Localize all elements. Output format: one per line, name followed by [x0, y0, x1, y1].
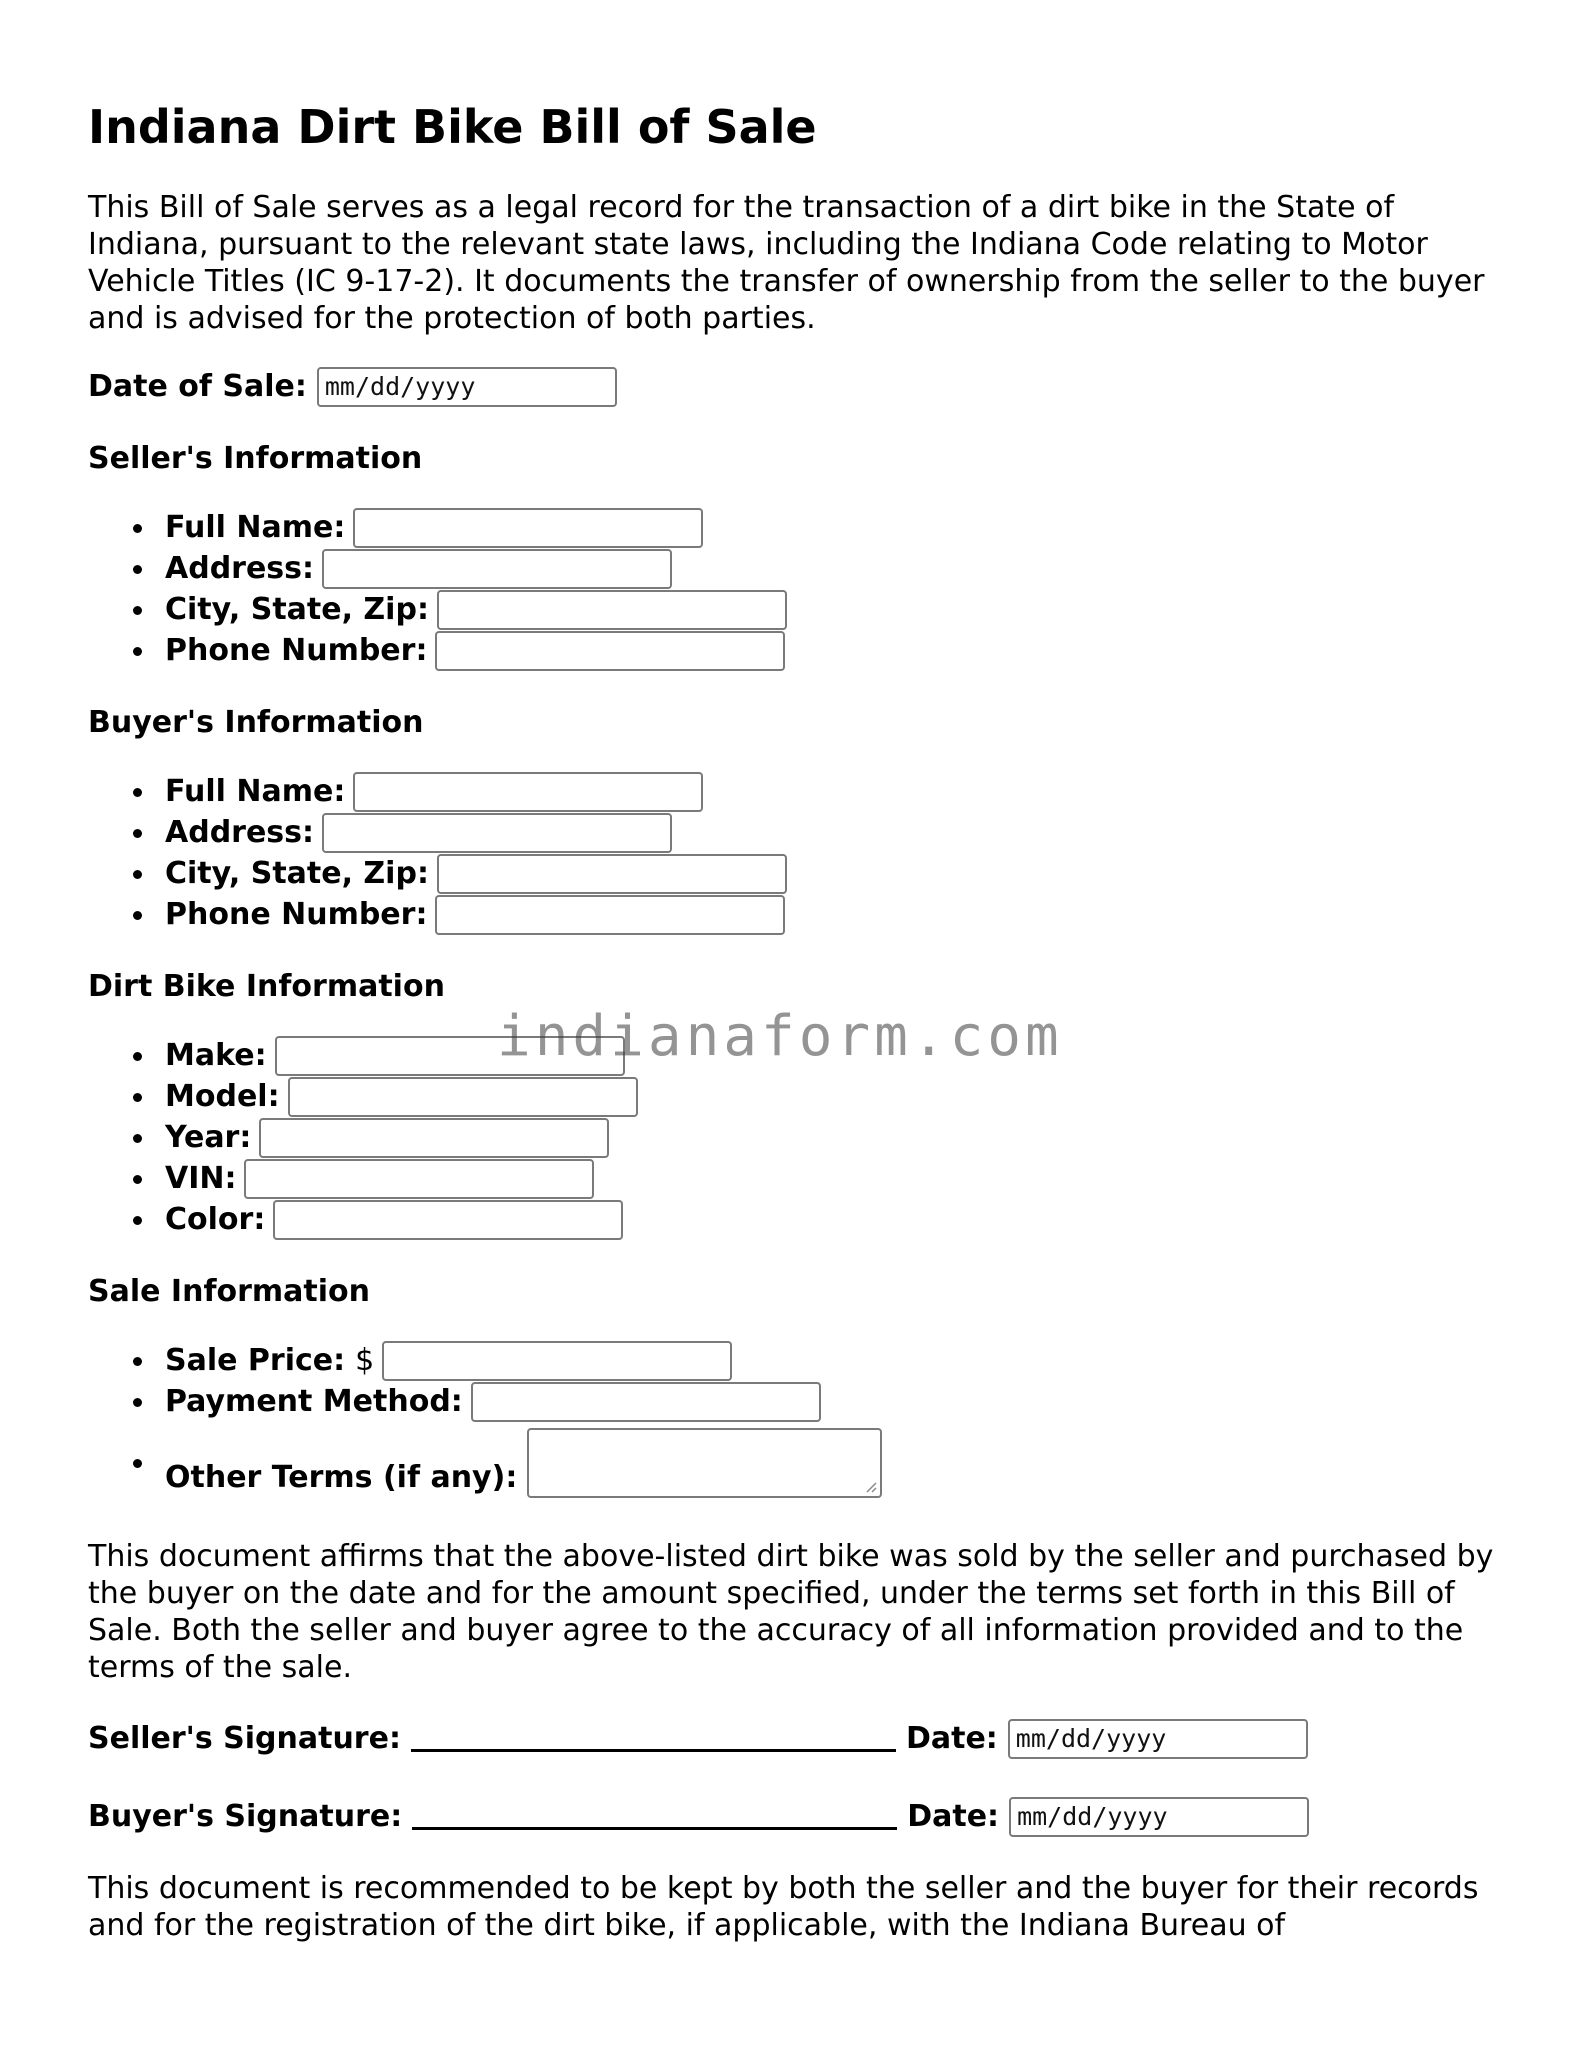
- seller-address-input[interactable]: [322, 549, 672, 589]
- buyer-address-label: Address:: [165, 815, 315, 851]
- buyer-phone-input[interactable]: [435, 895, 785, 935]
- buyer-full-name-input[interactable]: [353, 772, 703, 812]
- seller-date-label: Date:: [905, 1721, 998, 1757]
- bike-model-label: Model:: [165, 1079, 280, 1115]
- seller-signature-row: [88, 1716, 1508, 1762]
- list-item: [165, 1340, 1508, 1381]
- list-item: [165, 812, 1508, 853]
- payment-method-label: Payment Method:: [165, 1384, 463, 1420]
- date-of-sale-input[interactable]: mm/dd/yyyy: [317, 367, 617, 407]
- seller-phone-label: Phone Number:: [165, 633, 428, 669]
- bike-model-input[interactable]: [288, 1077, 638, 1117]
- page-title: Indiana Dirt Bike Bill of Sale: [88, 100, 817, 154]
- affirmation-paragraph: This document affirms that the above-listed dirt bike was sold by the seller and purchased by the buyer on the date and for the amount specified, under the terms set forth in this Bill of Sale. Both the seller and buyer agree to the accuracy of all information provided and to the terms of the sale.: [88, 1539, 1494, 1686]
- buyer-city-state-zip-input[interactable]: [437, 854, 787, 894]
- list-item: [165, 771, 1508, 812]
- buyer-phone-label: Phone Number:: [165, 897, 428, 933]
- bike-year-label: Year:: [165, 1120, 252, 1156]
- buyer-fields: [88, 771, 1508, 935]
- bike-color-input[interactable]: [273, 1200, 623, 1240]
- resize-grip-icon[interactable]: [865, 1481, 877, 1493]
- buyer-date-input[interactable]: mm/dd/yyyy: [1009, 1797, 1309, 1837]
- bike-heading: Dirt Bike Information: [88, 969, 445, 1005]
- list-item: [165, 630, 1508, 671]
- sale-price-label: Sale Price:: [165, 1343, 346, 1379]
- intro-paragraph: This Bill of Sale serves as a legal record for the transaction of a dirt bike in the State of Indiana, pursuant to the relevant state laws, including the Indiana Code relating to Motor Vehicle Titles (IC 9-17-2). It documents the transfer of ownership from the seller to the buyer and is advised for the protection of both parties.: [88, 190, 1485, 337]
- bike-year-input[interactable]: [259, 1118, 609, 1158]
- list-item: [165, 507, 1508, 548]
- bike-make-label: Make:: [165, 1038, 267, 1074]
- list-item: [165, 1076, 1508, 1117]
- seller-phone-input[interactable]: [435, 631, 785, 671]
- list-item: [165, 853, 1508, 894]
- currency-symbol: $: [355, 1343, 375, 1379]
- buyer-address-input[interactable]: [322, 813, 672, 853]
- list-item: [165, 548, 1508, 589]
- seller-fields: [88, 507, 1508, 671]
- seller-city-state-zip-label: City, State, Zip:: [165, 592, 429, 628]
- watermark: indianaform.com: [497, 1004, 1063, 1069]
- seller-heading: Seller's Information: [88, 441, 423, 477]
- list-item: [165, 894, 1508, 935]
- bike-color-label: Color:: [165, 1202, 266, 1238]
- other-terms-textarea[interactable]: [527, 1428, 882, 1498]
- buyer-signature-line[interactable]: [412, 1797, 897, 1830]
- date-of-sale-row: [88, 367, 1508, 407]
- list-item: [165, 589, 1508, 630]
- seller-address-label: Address:: [165, 551, 315, 587]
- buyer-heading: Buyer's Information: [88, 705, 424, 741]
- date-of-sale-label: Date of Sale:: [88, 369, 307, 405]
- sale-price-input[interactable]: [382, 1341, 732, 1381]
- list-item: [165, 1199, 1508, 1240]
- closing-paragraph: This document is recommended to be kept by both the seller and the buyer for their records and for the registration of the dirt bike, if applicable, with the Indiana Bureau of: [88, 1871, 1479, 1944]
- list-item: [165, 1381, 1508, 1422]
- list-item: [165, 1117, 1508, 1158]
- other-terms-label: Other Terms (if any):: [165, 1460, 518, 1496]
- seller-date-input[interactable]: mm/dd/yyyy: [1008, 1719, 1308, 1759]
- buyer-signature-label: Buyer's Signature:: [88, 1799, 403, 1835]
- bike-vin-input[interactable]: [244, 1159, 594, 1199]
- seller-signature-label: Seller's Signature:: [88, 1721, 401, 1757]
- buyer-city-state-zip-label: City, State, Zip:: [165, 856, 429, 892]
- buyer-date-label: Date:: [907, 1799, 1000, 1835]
- payment-method-input[interactable]: [471, 1382, 821, 1422]
- seller-city-state-zip-input[interactable]: [437, 590, 787, 630]
- seller-full-name-input[interactable]: [353, 508, 703, 548]
- seller-full-name-label: Full Name:: [165, 510, 346, 546]
- list-item: [165, 1428, 1508, 1498]
- buyer-signature-row: [88, 1794, 1508, 1840]
- sale-fields: [88, 1340, 1508, 1498]
- seller-signature-line[interactable]: [411, 1719, 896, 1752]
- buyer-full-name-label: Full Name:: [165, 774, 346, 810]
- list-item: [165, 1158, 1508, 1199]
- bike-vin-label: VIN:: [165, 1161, 237, 1197]
- sale-heading: Sale Information: [88, 1274, 370, 1310]
